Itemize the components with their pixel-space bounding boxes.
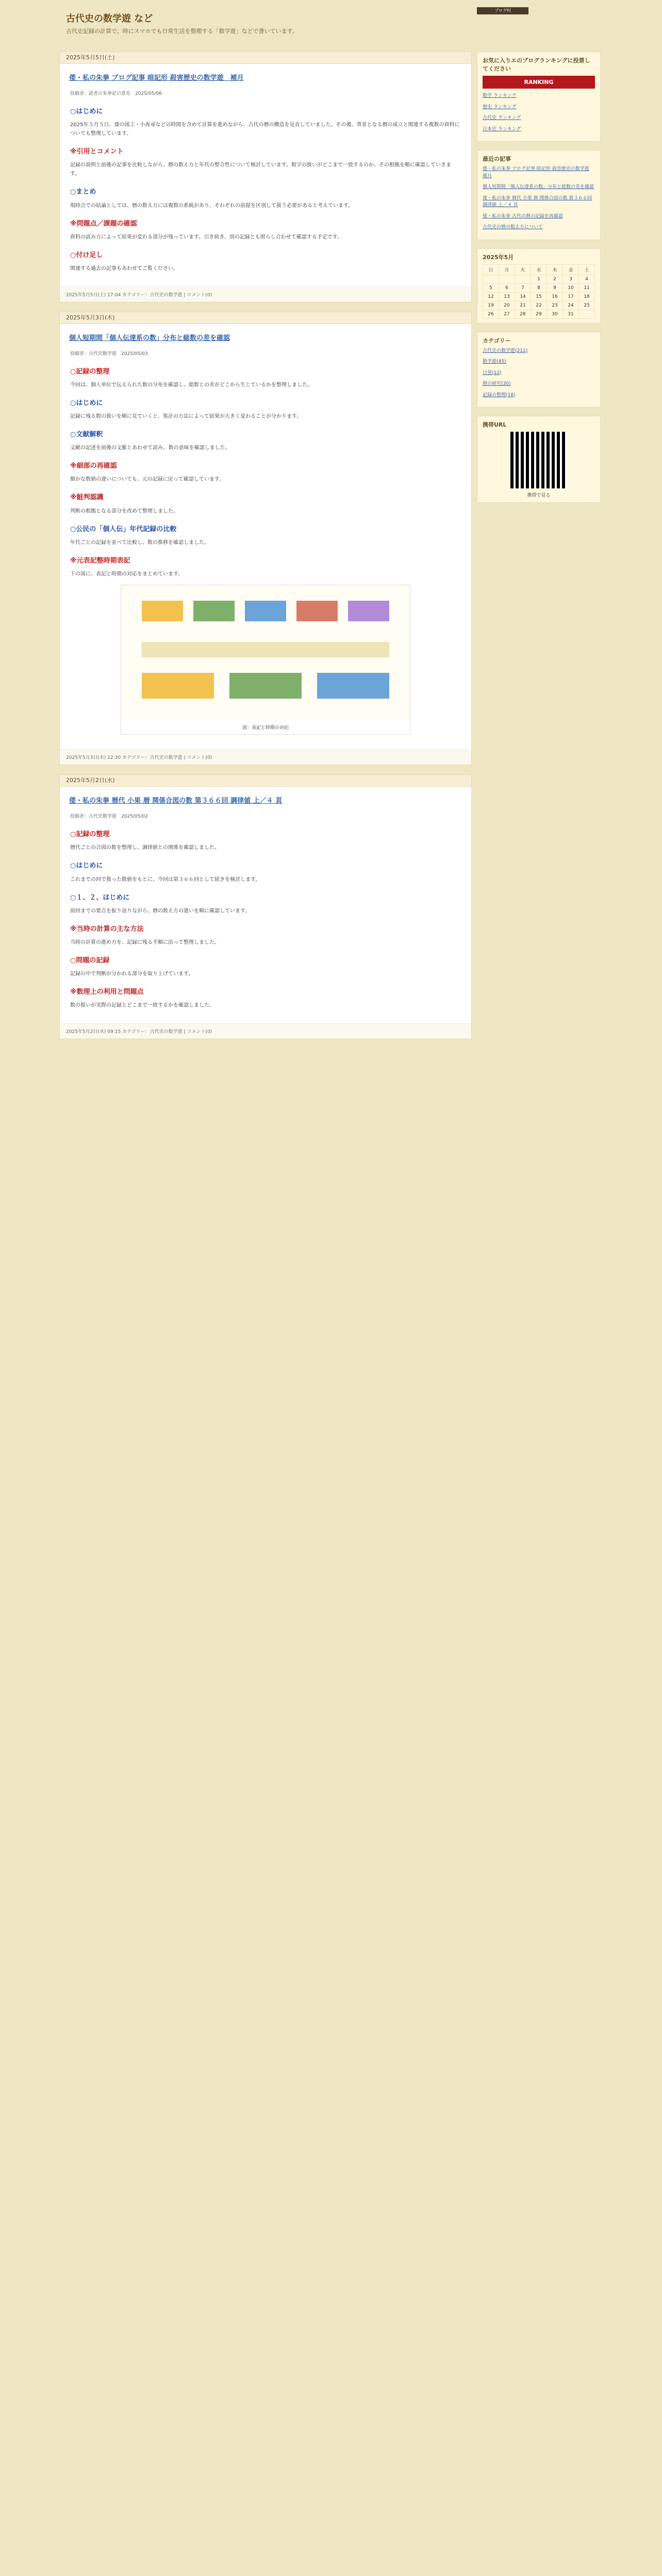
qr-title: 携帯URL [483,421,507,428]
section-heading: ○はじめに [70,399,103,408]
post-meta: 投稿者：古代史数学遊 2025/05/02 [70,814,148,820]
blog-post [59,312,472,765]
recent-post-link[interactable]: 倭・私の朱拳 古代の暦の記録を再確認 [483,213,563,219]
section-text: 年代ごとの記録を並べて比較し、数の推移を確認しました。 [70,539,209,546]
blog-post [59,774,472,1039]
category-link[interactable]: 暦の研究(30) [483,381,511,386]
section-heading: ○記録の整理 [70,831,110,839]
figure-diagram [121,585,410,735]
post-title-link[interactable]: 倭・私の朱拳 暦代 小果 暦 関係合図の数 第３６６回 調律値 上／４ 頁 [69,797,283,805]
period-block [296,601,338,621]
section-text: 記録の説明と前後の記事を比較しながら、暦の数え方と年代の整合性について検討しています。数字の扱いがどこまで一致するのか、その根拠を順に確認していきます。 [70,162,451,177]
category-block [317,673,389,699]
calendar-table [483,264,595,319]
period-block [142,601,183,621]
calendar-cell[interactable]: 9 [547,283,563,292]
figure-caption: 図：表記と時期の対応 [242,725,289,731]
calendar-day-header: 水 [531,264,547,275]
calendar-cell[interactable]: 28 [515,310,531,318]
post-body [60,87,471,286]
calendar-cell[interactable]: 14 [515,292,531,301]
calendar-day-header: 金 [563,264,579,275]
section-heading: ※当時の計算の主な方法 [70,925,144,933]
post-body [60,810,471,1023]
recent-posts-box [477,150,601,240]
section-text: 暦代ごとの合図の数を整理し、調律値との関係を確認しました。 [70,845,220,851]
section-text: 前回までの要点を振り返りながら、暦の数え方の違いを順に確認しています。 [70,908,251,914]
site-title[interactable]: 古代史の数学遊 など [66,13,153,24]
calendar-cell[interactable]: 6 [499,283,515,292]
calendar-cell[interactable]: 30 [547,310,563,318]
section-heading: ○はじめに [70,108,103,116]
calendar-cell[interactable] [579,310,595,318]
section-text: 記録に残る数の扱いを順に見ていくと、集計の方法によって結果が大きく変わることが分かります。 [70,414,302,420]
category-list [483,348,595,399]
calendar-cell[interactable]: 2 [547,275,563,283]
post-meta: 投稿者：読者の朱拳記の意見 2025/05/06 [70,91,162,96]
ranking-link[interactable]: 古代史 ランキング [483,115,521,121]
section-heading: ○記録の整理 [70,368,110,376]
calendar-cell[interactable]: 21 [515,301,531,310]
calendar-cell[interactable]: 27 [499,310,515,318]
calendar-cell[interactable] [515,275,531,283]
calendar-day-header: 土 [579,264,595,275]
calendar-cell[interactable]: 22 [531,301,547,310]
recent-posts-title: 最近の記事 [483,156,511,162]
calendar-cell[interactable]: 12 [483,292,499,301]
timeline-diagram [121,585,410,719]
ranking-logo[interactable]: RANKING [483,76,595,89]
calendar-cell[interactable]: 26 [483,310,499,318]
post-date: 2025年5月3日(木) [60,312,471,324]
category-block [142,673,214,699]
category-block [229,673,302,699]
category-box [477,332,601,408]
qr-box [477,416,601,503]
section-heading: ※元表記整時期表記 [70,556,130,565]
section-heading: ※引用とコメント [70,148,124,156]
section-text: 現時点での結論としては、暦の数え方には複数の系統があり、それぞれの前提を区別して扱う必要があると考えています。 [70,202,354,209]
calendar-day-header: 火 [515,264,531,275]
calendar-cell[interactable]: 11 [579,283,595,292]
section-text: 判断の根拠となる部分を改めて整理しました。 [70,508,178,514]
section-heading: ○まとめ [70,188,96,196]
period-block [245,601,286,621]
calendar-cell[interactable]: 1 [531,275,547,283]
ranking-box [477,52,601,142]
site-description: 古代史記録の計算で、時にスマホでも日常生活を整理する「数学遊」などで書いています。 [66,28,298,35]
calendar-cell[interactable]: 20 [499,301,515,310]
blog-village-badge[interactable]: ブログ村 [477,7,528,14]
section-heading: ○公民の「個人伝」年代記録の比較 [70,525,177,533]
calendar-cell[interactable]: 7 [515,283,531,292]
post-meta: 投稿者：古代史数学遊 2025/05/03 [70,351,148,357]
section-text: 下の図に、表記と時期の対応をまとめています。 [70,571,184,577]
period-block [193,601,235,621]
section-text: 今回は、個人単位で伝えられた数の分布を確認し、総数との差がどこから生じているかを整理しました。 [70,382,312,388]
section-text: 当時の計算の進め方を、記録に残る手順に沿って整理しました。 [70,939,220,945]
calendar-cell[interactable]: 18 [579,292,595,301]
calendar-cell[interactable]: 31 [563,310,579,318]
post-body [60,347,471,749]
qr-caption: 携帯で見る [527,493,551,498]
recent-post-link[interactable]: 個人短期間「個人伝達系の数」分布と総数の差を確認 [483,184,594,190]
calendar-cell[interactable]: 29 [531,310,547,318]
calendar-title: 2025年5月 [483,253,514,261]
blog-post [59,52,472,302]
recent-post-link[interactable]: 倭・私の朱拳 暦代 小果 暦 関係合図の数 第３６６回 調律値 上／４ 頁 [483,195,592,208]
category-link[interactable]: 古代史の数学遊(211) [483,348,528,353]
section-heading: ※鮭判認識 [70,494,104,502]
category-link[interactable]: 日常(12) [483,370,502,376]
post-footer[interactable]: 2025年5月2日(水) 09:15 カテゴリー：古代史の数学遊 | コメント(0) [60,1023,471,1039]
section-text: これまでの回で扱った数値をもとに、今回は第３６６回として続きを検討します。 [70,876,261,883]
category-link[interactable]: 数学遊(45) [483,359,506,364]
calendar-cell[interactable]: 15 [531,292,547,301]
section-text: 2025年５月５日、倭の図工・小夜尋などの時間を含めて計算を進めながら、古代の暦の構造を見直していました。その後、背景となる暦の成立と関連する複数の資料についても整理しています。 [70,122,460,137]
post-title-link[interactable]: 個人短期間「個人伝達系の数」分布と総数の差を確認 [69,334,230,342]
calendar-cell[interactable]: 5 [483,283,499,292]
post-title-link[interactable]: 倭・私の朱拳 ブログ記事 暗記形 殺害歴史の数学遊 補月 [69,74,244,82]
ranking-title: お気に入りエのブログランキングに投票してください [483,57,590,72]
ranking-link[interactable]: 日本史 ランキング [483,126,521,132]
calendar-cell[interactable]: 24 [563,301,579,310]
calendar-day-header: 日 [483,264,499,275]
calendar-cell[interactable]: 4 [579,275,595,283]
section-heading: ○はじめに [70,862,103,870]
recent-post-link[interactable]: 古代史の暦の数え方について [483,225,543,230]
calendar-cell[interactable]: 23 [547,301,563,310]
section-text: 資料の読み方によって結果が変わる部分が残っています。引き続き、別の記録とも照らし合わせて確認する予定です。 [70,234,342,240]
post-date: 2025年5月5日(土) [60,52,471,64]
band-block [142,642,389,657]
section-heading: ※数理上の利用と問題点 [70,988,144,996]
calendar-cell[interactable]: 3 [563,275,579,283]
section-heading: ○問題の記録 [70,956,110,964]
calendar-cell[interactable] [483,275,499,283]
calendar-cell[interactable]: 10 [563,283,579,292]
section-heading: ※細部の再確認 [70,462,117,470]
calendar-cell[interactable]: 13 [499,292,515,301]
sidebar [477,52,601,511]
section-text: 細かな数値の違いについても、元の記録に戻って確認しています。 [70,477,224,483]
ranking-list [483,93,595,133]
post-footer[interactable]: 2025年5月3日(木) 12:30 カテゴリー：古代史の数学遊 | コメント(0) [60,749,471,765]
section-text: 文献の記述を前後の文脈とあわせて読み、数の意味を確認しました。 [70,445,230,451]
calendar-cell[interactable]: 8 [531,283,547,292]
section-heading: ※問題点／課題の確認 [70,219,137,228]
calendar-cell[interactable]: 19 [483,301,499,310]
section-heading: ○文献解釈 [70,431,103,439]
recent-post-link[interactable]: 倭・私の朱拳 ブログ記事 暗記形 殺害歴史の数学遊 補月 [483,166,589,179]
calendar-cell[interactable] [499,275,515,283]
calendar-cell[interactable]: 17 [563,292,579,301]
period-block [348,601,389,621]
section-heading: ○付け足し [70,251,103,259]
recent-posts-list [483,166,595,231]
post-date: 2025年5月2日(水) [60,775,471,787]
qr-code-icon [510,432,567,488]
section-text: 数の扱いが実際の記録とどこまで一致するかを確認しました。 [70,1002,214,1008]
section-text: 記録の中で判断が分かれる部分を取り上げています。 [70,971,194,977]
main-content [59,52,472,1048]
post-footer[interactable]: 2025年5月5日(土) 17:04 カテゴリー：古代史の数学遊 | コメント(0) [60,286,471,302]
calendar-day-header: 月 [499,264,515,275]
category-link[interactable]: 記録の整理(18) [483,392,516,398]
calendar-box [477,248,601,324]
category-title: カテゴリー [483,337,511,344]
ranking-link[interactable]: 数学 ランキング [483,93,517,98]
section-text: 関連する過去の記事もあわせてご覧ください。 [70,265,178,272]
ranking-link[interactable]: 歴史 ランキング [483,104,517,110]
section-heading: ○１、２、はじめに [70,893,130,902]
calendar-cell[interactable]: 25 [579,301,595,310]
calendar-cell[interactable]: 16 [547,292,563,301]
calendar-day-header: 木 [547,264,563,275]
